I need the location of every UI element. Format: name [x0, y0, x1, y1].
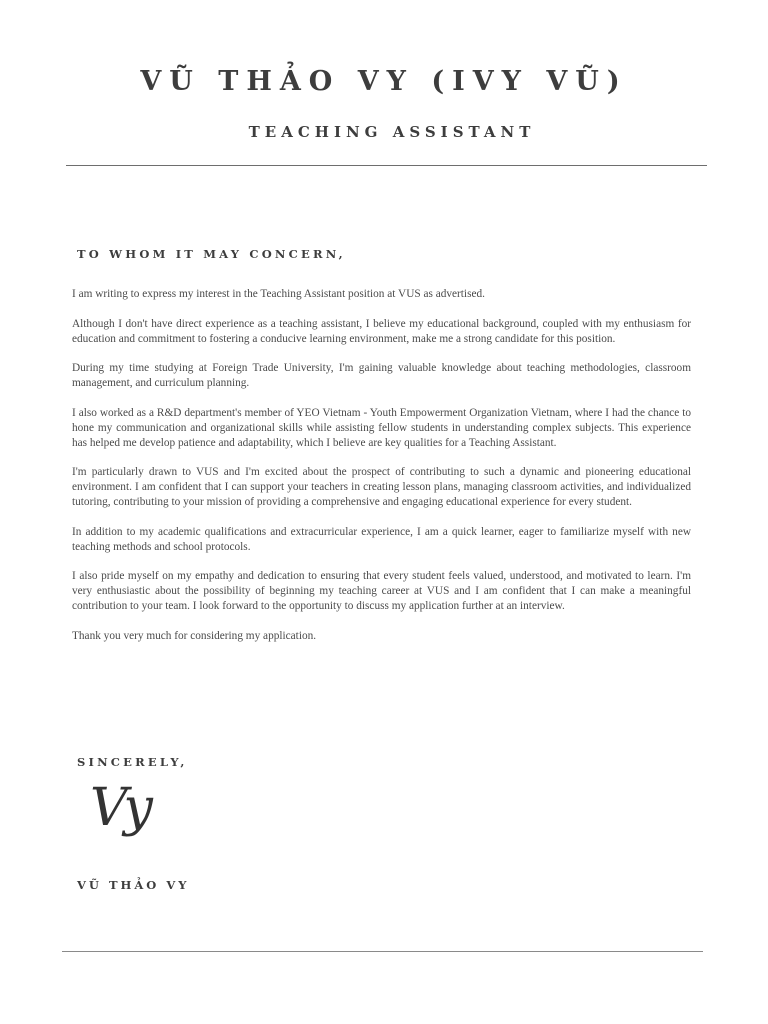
- header-divider: [66, 165, 707, 166]
- job-title: TEACHING ASSISTANT: [248, 123, 536, 141]
- letter-body: [72, 287, 691, 659]
- paragraph: I also worked as a R&D department's member of YEO Vietnam - Youth Empowerment Organization Vietnam, where I had the chance to hone my communication and organizational skills while assisting fellow students in understanding complex subjects. This experience has helped me develop patience and adaptability, which I believe are key qualities for a Teaching Assistant.: [72, 406, 691, 449]
- paragraph: I also pride myself on my empathy and dedication to ensuring that every student feels valued, understood, and motivated to learn. I'm very enthusiastic about the possibility of beginning my teaching career at VUS and I am confident that I can make a meaningful contribution to your team. I look forward to the opportunity to discuss my application further at an interview.: [72, 570, 691, 612]
- applicant-name: VŨ THẢO VY (IVY VŨ): [140, 66, 628, 97]
- paragraph: I am writing to express my interest in the Teaching Assistant position at VUS as advertised.: [72, 288, 485, 300]
- footer-divider: [62, 951, 703, 952]
- paragraph: I'm particularly drawn to VUS and I'm excited about the prospect of contributing to such a dynamic and pioneering educational environment. I am confident that I can support your teachers in creating lesson plans, managing classroom activities, and individualized tutoring, contributing to your mission of providing a comprehensive and engaging educational experience for every student.: [72, 466, 691, 508]
- salutation: TO WHOM IT MAY CONCERN,: [77, 247, 346, 261]
- handwritten-signature: Vy: [90, 778, 151, 838]
- paragraph: In addition to my academic qualifications and extracurricular experience, I am a quick learner, eager to familiarize myself with new teaching methods and school protocols.: [72, 525, 691, 553]
- paragraph: Although I don't have direct experience as a teaching assistant, I believe my educational background, coupled with my enthusiasm for education and commitment to fostering a conducive learning environment, make me a strong candidate for this position.: [72, 317, 691, 345]
- paragraph: During my time studying at Foreign Trade University, I'm gaining valuable knowledge about teaching methodologies, classroom management, and curriculum planning.: [72, 362, 691, 390]
- signed-name: VŨ THẢO VY: [77, 878, 190, 892]
- closing: SINCERELY,: [77, 755, 188, 769]
- paragraph: Thank you very much for considering my application.: [72, 629, 317, 642]
